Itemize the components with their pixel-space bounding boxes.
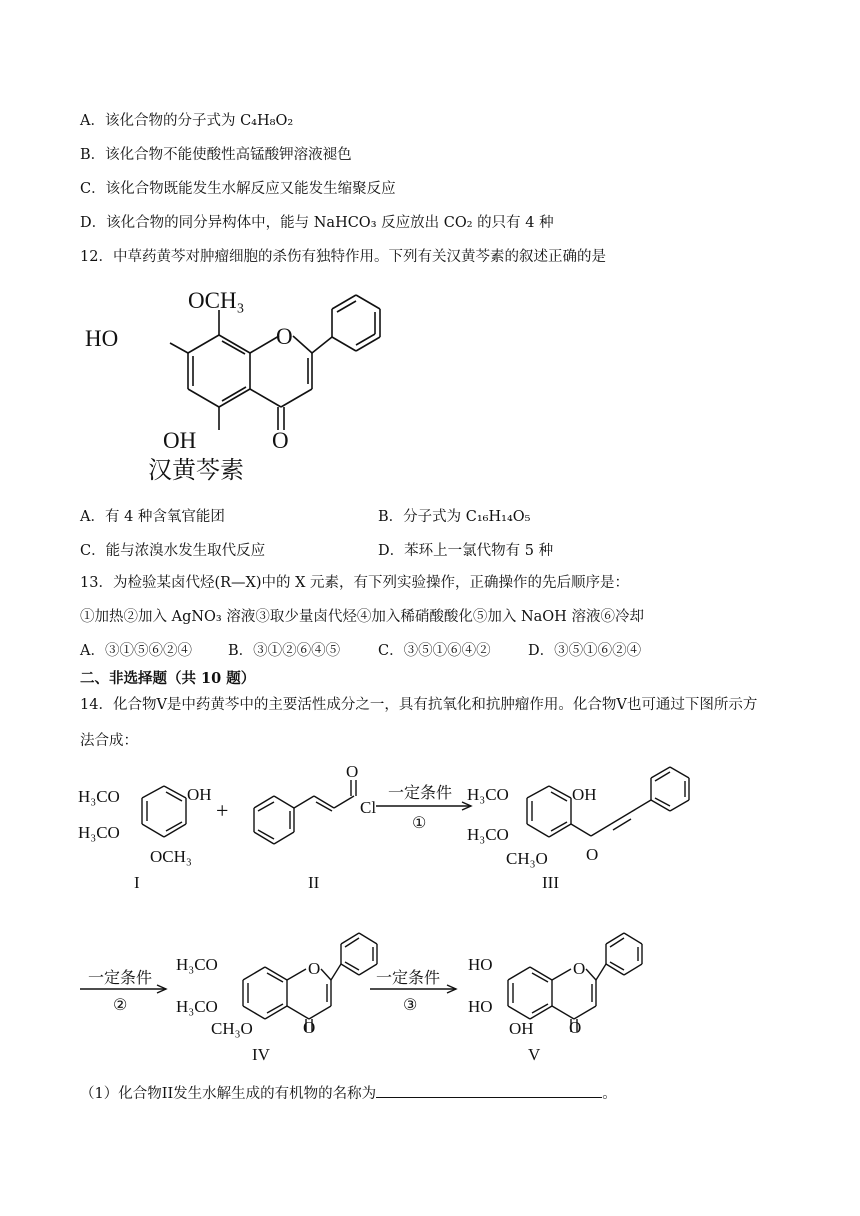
q13-option-d: D．③⑤①⑥②④	[528, 643, 642, 659]
arrow1-condition: 一定条件	[388, 785, 453, 802]
q14-sub1-suffix: 。	[602, 1086, 617, 1102]
q11-option-a: A．该化合物的分子式为 C₄H₈O₂	[80, 113, 294, 129]
synthesis-row-1	[76, 760, 756, 895]
arrow1-step: ①	[412, 815, 427, 832]
compound-II-label: II	[308, 873, 320, 892]
q13-stem: 13．为检验某卤代烃(R—X)中的 X 元素，有下列实验操作，正确操作的先后顺序是：	[80, 575, 630, 591]
c5-ring-o: O	[573, 959, 586, 978]
q11-option-d: D．该化合物的同分异构体中，能与 NaHCO₃ 反应放出 CO₂ 的只有 4 种	[80, 215, 554, 231]
compound-IV-label: IV	[252, 1045, 270, 1064]
q14-sub1-prefix: （1）化合物II发生水解生成的有机物的名称为	[80, 1086, 377, 1102]
q12-option-b-prefix: B．分子式为	[378, 509, 466, 525]
q13-option-a: A．③①⑤⑥②④	[80, 643, 192, 659]
q12-option-a: A．有 4 种含氧官能团	[80, 509, 225, 525]
arrow2-step: ②	[113, 997, 128, 1014]
q14-stem-line2: 法合成：	[80, 733, 138, 749]
c4-ring-o: O	[308, 959, 321, 978]
q14-sub1	[80, 1083, 617, 1104]
c5-hydroxy-5: OH	[509, 1019, 534, 1038]
c3-hydroxy: OH	[572, 785, 597, 804]
methoxy-label: OCH₃	[188, 288, 245, 313]
c5-carbonyl-o: O	[569, 1018, 582, 1037]
compound-I-label: I	[134, 873, 140, 892]
keto-oxygen-label: O	[272, 428, 289, 453]
arrow3-step: ③	[403, 997, 418, 1014]
q13-option-c: C．③⑤①⑥④②	[378, 643, 491, 659]
c4-methoxy-2: H₃CO	[176, 997, 218, 1016]
c1-methoxy-2: H₃CO	[78, 823, 120, 842]
hydroxy-label-7: HO	[85, 326, 119, 351]
c1-hydroxy: OH	[187, 785, 212, 804]
c3-methoxy-2: H₃CO	[467, 825, 509, 844]
q12-stem: 12．中草药黄芩对肿瘤细胞的杀伤有独特作用。下列有关汉黄芩素的叙述正确的是	[80, 249, 606, 265]
q12-option-b	[378, 507, 530, 527]
c3-methoxy-1: H₃CO	[467, 785, 509, 804]
c2-carbonyl-o: O	[346, 762, 359, 781]
ring-oxygen-label: O	[276, 324, 293, 349]
c1-methoxy-3: OCH₃	[150, 847, 192, 866]
q13-steps: ①加热②加入 AgNO₃ 溶液③取少量卤代烃④加入稀硝酸酸化⑤加入 NaOH 溶液⑥冷却	[80, 609, 644, 625]
answer-blank[interactable]	[376, 1083, 602, 1098]
q12-option-c: C．能与浓溴水发生取代反应	[80, 543, 266, 559]
compound-III-label: III	[542, 873, 559, 892]
c2-chlorine: Cl	[360, 798, 377, 817]
wogonin-structure	[80, 280, 360, 490]
q14-stem-line1: 14．化合物V是中药黄芩中的主要活性成分之一，具有抗氧化和抗肿瘤作用。化合物V也可通过下图所示方	[80, 697, 758, 713]
structure-caption: 汉黄芩素	[148, 458, 244, 484]
synthesis-row-2	[76, 928, 756, 1068]
arrow2-condition: 一定条件	[88, 970, 153, 987]
hydroxy-label-5: OH	[163, 428, 197, 453]
q11-option-b: B．该化合物不能使酸性高锰酸钾溶液褪色	[80, 147, 352, 163]
compound-V-label: V	[528, 1045, 541, 1064]
q13-option-b: B．③①②⑥④⑤	[228, 643, 341, 659]
c3-methoxy-3: CH₃O	[506, 849, 548, 868]
q12-option-b-formula: C₁₆H₁₄O₅	[465, 509, 531, 525]
c4-carbonyl-o: O	[303, 1018, 316, 1037]
c3-carbonyl-o: O	[586, 845, 599, 864]
section-title: 二、非选择题（共 10 题）	[80, 670, 256, 687]
c4-methoxy-1: H₃CO	[176, 955, 218, 974]
c4-methoxy-3: CH₃O	[211, 1019, 253, 1038]
arrow3-condition: 一定条件	[376, 970, 441, 987]
q12-option-d: D．苯环上一氯代物有 5 种	[378, 543, 554, 559]
c5-hydroxy-6: HO	[468, 997, 493, 1016]
c1-methoxy-1: H₃CO	[78, 787, 120, 806]
c5-hydroxy-7: HO	[468, 955, 493, 974]
q11-option-c: C．该化合物既能发生水解反应又能发生缩聚反应	[80, 181, 396, 197]
plus-sign: +	[216, 798, 229, 823]
